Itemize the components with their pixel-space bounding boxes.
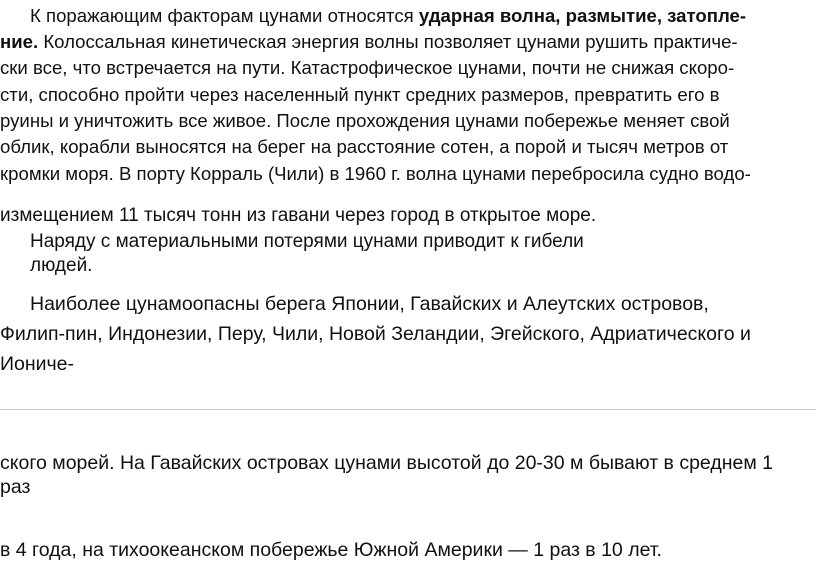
- text-run-bold: ударная волна, размытие, затопле-: [418, 5, 747, 26]
- text-line: Наряду с материальными потерями цунами приводит к гибели: [30, 231, 584, 252]
- text-run-bold: ние.: [0, 31, 39, 52]
- text-line: сти, способно пройти через населенный пункт средних размеров, превратить его в: [0, 84, 720, 105]
- text-line: людей.: [30, 255, 93, 276]
- text-line: в 4 года, на тихоокеанском побережье Южной Америки — 1 раз в 10 лет.: [0, 539, 662, 561]
- text-run: Колоссальная кинетическая энергия волны позволяет цунами рушить практиче-: [38, 31, 738, 52]
- text-line: Филип-пин, Индонезии, Перу, Чили, Новой Зеландии, Эгейского, Адриатического и: [0, 323, 751, 345]
- text-line: ского морей. На Гавайских островах цунами высотой до 20-30 м бывают в среднем 1: [0, 452, 774, 474]
- text-line: руины и уничтожить все живое. После прохождения цунами побережье меняет свой: [0, 110, 730, 131]
- text-line: измещением 11 тысяч тонн из гавани через город в открытое море.: [0, 205, 597, 226]
- page-divider: [0, 409, 816, 410]
- text-line: кромки моря. В порту Корраль (Чили) в 1960 г. волна цунами перебросила судно водо-: [0, 163, 751, 184]
- text-line: раз: [0, 476, 31, 498]
- text-line: ски все, что встречается на пути. Катастрофическое цунами, почти не снижая скоро-: [0, 57, 735, 78]
- text-line: Наиболее цунамоопасны берега Японии, Гавайских и Алеутских островов,: [30, 293, 709, 315]
- text-line: [30, 4, 746, 28]
- text-line: облик, корабли выносятся на берег на расстояние сотен, а порой и тысяч метров от: [0, 136, 729, 157]
- text-run: К поражающим факторам цунами относятся: [30, 5, 419, 26]
- text-line: Иониче-: [0, 353, 75, 375]
- text-line: [0, 30, 738, 54]
